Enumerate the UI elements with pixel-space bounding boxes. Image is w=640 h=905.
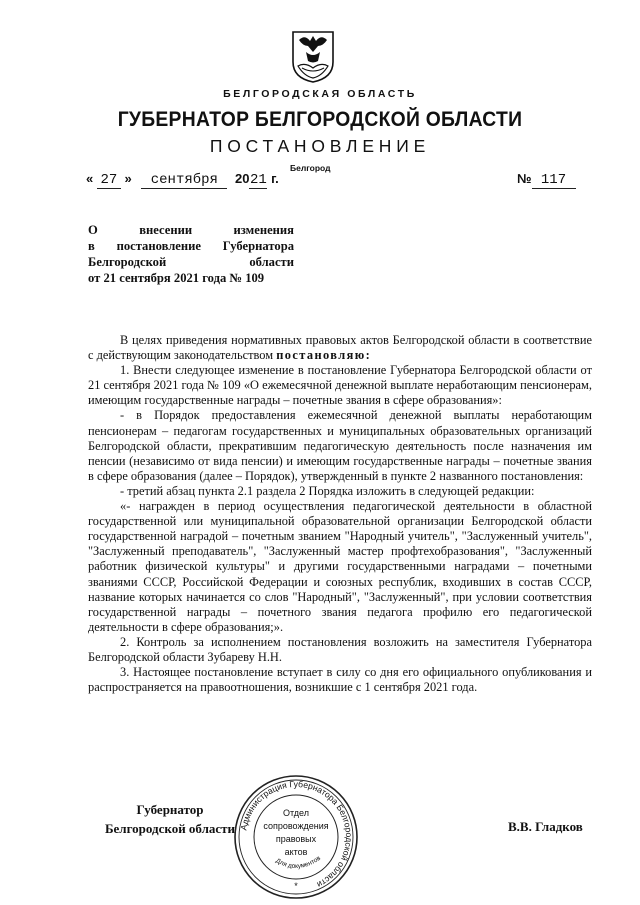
date-month: сентября [141,172,227,189]
preamble-text: В целях приведения нормативных правовых актов Белгородской области в соответствие с действующим законодательством [88,333,592,363]
date-open-quote: « [86,171,94,186]
signatory-name: В.В. Гладков [508,819,583,834]
preamble-paragraph [88,333,592,363]
subject-line-3 [88,254,294,270]
clause-1: 1. Внести следующее изменение в постановление Губернатора Белгородской области от 21 сентября 2021 года № 109 «О ежемесячной денежной выплате неработающим пенсионерам, имеющим государственные награды – почетные звания в сфере образования»: [88,363,592,408]
stamp-center-line: актов [284,847,308,857]
stamp-ring-text: Администрация Губернатора Белгородской области [238,778,355,890]
stamp-bottom-text: Для документов [274,854,322,871]
number-value: 117 [532,172,576,189]
signatory-title [90,800,250,838]
resolve-keyword: постановляю: [276,348,372,363]
clause-1-instruction: - третий абзац пункта 2.1 раздела 2 Порядка изложить в следующей редакции: [120,483,535,498]
clause-1-amendment: - в Порядок предоставления ежемесячной денежной выплаты неработающим пенсионерам – педагогам государственных и муниципальных образовательных организаций Белгородской области, прекратившим педагогическую деятельность после назначения им пенсии (независимо от вида пенсии) и имеющим государственные награды – почетные звания в сфере образования (далее – Порядок), утвержденный в пункте 2 названного постановления: [88,408,592,483]
subject-word: Губернатора [222,239,294,253]
subject-word: внесении [139,223,193,237]
stamp-center-line: сопровождения [263,821,329,831]
date-day: 27 [97,172,121,189]
clause-2: 2. Контроль за исполнением постановления возложить на заместителя Губернатора Белгородской области Зубареву Н.Н. [88,634,592,664]
subject-line-1 [88,222,294,238]
official-stamp [232,773,360,901]
number-prefix: № [517,171,532,186]
subject-word: изменения [233,223,294,237]
subject-word: в [88,239,95,253]
decree-subject [88,222,294,286]
subject-word: О [88,223,98,237]
subject-word: Белгородской [88,255,167,269]
stamp-center-line: правовых [275,834,317,844]
stamp-star: * [294,881,298,891]
issuer-title: ГУБЕРНАТОР БЕЛГОРОДСКОЙ ОБЛАСТИ [117,108,523,131]
date-line [86,171,279,189]
stamp-center-line: Отдел [282,808,310,818]
subject-line-4: от 21 сентября 2021 года № 109 [88,271,265,285]
document-type: ПОСТАНОВЛЕНИЕ [209,136,431,156]
document-number [517,171,576,189]
date-year-suffix: 21 [250,172,267,188]
subject-word: области [249,255,294,269]
signatory-title-line-2: Белгородской области [104,821,236,836]
clause-1-new-wording: «- награжден в период осуществления педагогической деятельности в областной государственной или муниципальной образовательной организации Белгородской области государственной наградой – почетным званием "Народный учитель", "Заслуженный учитель", "Заслуженный преподаватель", "Заслуженный мастер профтехобразования", "Заслуженный работник физической культуры" и другими государственными наградами – почетными званиями СССР, Российской Федерации и союзных республик, входивших в состав СССР, название которых начинается со слов "Народный", "Заслуженный", при условии соответствия государственной награды – почетного звания педагога профилю его педагогической деятельности в сфере образования;». [88,499,592,634]
coat-of-arms-emblem [290,28,336,84]
subject-word: постановление [116,239,201,253]
subject-line-2 [88,238,294,254]
date-close-quote: » [124,171,132,186]
date-year-unit: г. [271,171,279,186]
region-name: БЕЛГОРОДСКАЯ ОБЛАСТЬ [223,88,417,100]
signatory-title-line-1: Губернатор [136,802,204,817]
clause-3: 3. Настоящее постановление вступает в силу со дня его официального опубликования и распространяется на правоотношения, возникшие с 1 сентября 2021 года. [88,665,592,695]
decree-body [88,333,592,695]
date-year-prefix: 20 [234,171,250,186]
city-name: Белгород [290,163,331,173]
